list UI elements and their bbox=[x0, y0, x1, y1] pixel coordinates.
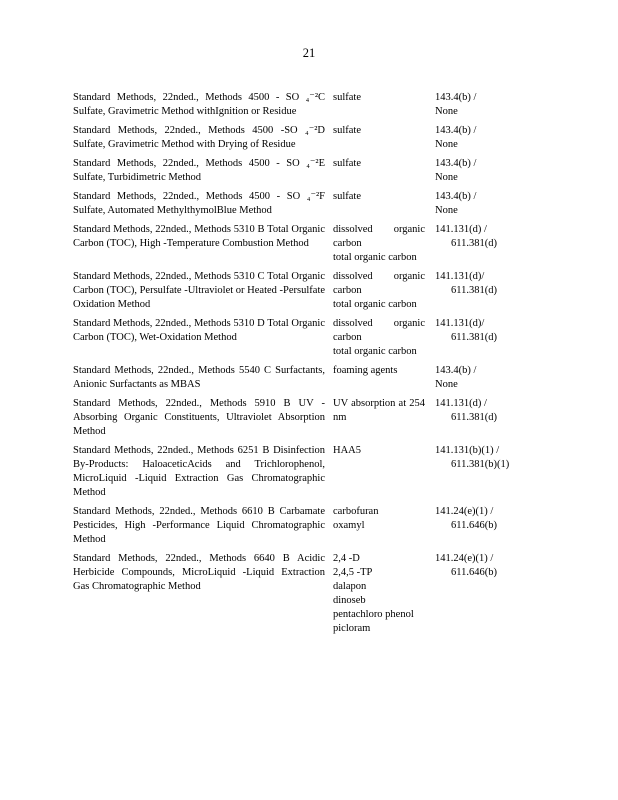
citation-cell bbox=[435, 91, 515, 124]
analyte-item: oxamyl bbox=[333, 520, 365, 531]
table-row bbox=[73, 223, 515, 270]
citation-line: 611.381(d) bbox=[451, 285, 497, 296]
analyte-cell bbox=[333, 157, 435, 190]
citation-line: None bbox=[435, 205, 458, 216]
citation-cell bbox=[435, 552, 515, 641]
method-cell: Standard Methods, 22nded., Methods 4500 - SO ₄⁻²F Sulfate, Automated MethylthymolBlue Method bbox=[73, 191, 325, 216]
method-cell: Standard Methods, 22nded., Methods 5310 B Total Organic Carbon (TOC), High -Temperature Combustion Method bbox=[73, 224, 325, 249]
analyte-cell bbox=[333, 223, 435, 270]
method-cell: Standard Methods, 22nded., Methods 4500 -SO ₄⁻²D Sulfate, Gravimetric Method with Drying of Residue bbox=[73, 125, 325, 150]
citation-line: 611.381(d) bbox=[451, 238, 497, 249]
analyte-cell bbox=[333, 444, 435, 505]
citation-line: 143.4(b) / bbox=[435, 125, 477, 136]
analyte-item: carbofuran bbox=[333, 506, 379, 517]
analyte-item: total organic carbon bbox=[333, 299, 417, 310]
methods-table bbox=[73, 91, 515, 641]
citation-line: 611.646(b) bbox=[451, 520, 497, 531]
analyte-item: dissolved organic carbon bbox=[333, 271, 425, 296]
citation-line: 611.381(d) bbox=[451, 412, 497, 423]
table-row bbox=[73, 270, 515, 317]
citation-line: 143.4(b) / bbox=[435, 365, 477, 376]
citation-line: 141.131(b)(1) / bbox=[435, 445, 500, 456]
citation-cell bbox=[435, 505, 515, 552]
citation-cell bbox=[435, 270, 515, 317]
citation-line: 143.4(b) / bbox=[435, 92, 477, 103]
citation-line: None bbox=[435, 379, 458, 390]
analyte-cell bbox=[333, 397, 435, 444]
citation-line: 141.131(d) / bbox=[435, 224, 487, 235]
citation-line: 141.24(e)(1) / bbox=[435, 506, 494, 517]
analyte-cell bbox=[333, 317, 435, 364]
analyte-item: dalapon bbox=[333, 581, 367, 592]
table-row bbox=[73, 444, 515, 505]
analyte-cell bbox=[333, 270, 435, 317]
analyte-item: 2,4 -D bbox=[333, 553, 360, 564]
citation-line: 143.4(b) / bbox=[435, 191, 477, 202]
citation-cell bbox=[435, 364, 515, 397]
method-cell: Standard Methods, 22nded., Methods 5910 B UV -Absorbing Organic Constituents, Ultraviolet Absorption Method bbox=[73, 398, 325, 437]
citation-line: 611.646(b) bbox=[451, 567, 497, 578]
table-row bbox=[73, 157, 515, 190]
analyte-cell bbox=[333, 124, 435, 157]
table-row bbox=[73, 505, 515, 552]
table-row bbox=[73, 397, 515, 444]
method-cell: Standard Methods, 22nded., Methods 5540 C Surfactants, Anionic Surfactants as MBAS bbox=[73, 365, 325, 390]
table-row bbox=[73, 91, 515, 124]
analyte-item: sulfate bbox=[333, 191, 361, 202]
method-cell: Standard Methods, 22nded., Methods 5310 C Total Organic Carbon (TOC), Persulfate -Ultraviolet or Heated -Persulfate Oxidation Method bbox=[73, 271, 326, 310]
table-row bbox=[73, 552, 515, 641]
table-row bbox=[73, 317, 515, 364]
citation-cell bbox=[435, 317, 515, 364]
analyte-item: picloram bbox=[333, 623, 371, 634]
citation-line: None bbox=[435, 172, 458, 183]
citation-cell bbox=[435, 397, 515, 444]
analyte-item: sulfate bbox=[333, 125, 361, 136]
analyte-item: 2,4,5 -TP bbox=[333, 567, 373, 578]
method-cell: Standard Methods, 22nded., Methods 6251 B Disinfection By-Products: HaloaceticAcids and Trichlorophenol, MicroLiquid -Liquid Extraction Gas Chromatographic Method bbox=[73, 445, 325, 498]
page-number: 21 bbox=[302, 46, 316, 60]
table-row bbox=[73, 364, 515, 397]
analyte-cell bbox=[333, 190, 435, 223]
method-cell: Standard Methods, 22nded., Methods 4500 - SO ₄⁻²E Sulfate, Turbidimetric Method bbox=[73, 158, 325, 183]
method-cell: Standard Methods, 22nded., Methods 5310 D Total Organic Carbon (TOC), Wet-Oxidation Method bbox=[73, 318, 325, 343]
analyte-cell bbox=[333, 91, 435, 124]
citation-line: 611.381(b)(1) bbox=[451, 459, 510, 470]
analyte-item: pentachloro phenol bbox=[333, 609, 414, 620]
table-row bbox=[73, 124, 515, 157]
method-cell: Standard Methods, 22nded., Methods 6610 B Carbamate Pesticides, High -Performance Liquid Chromatographic Method bbox=[73, 506, 325, 545]
methods-table-body bbox=[73, 91, 515, 641]
analyte-item: dinoseb bbox=[333, 595, 366, 606]
citation-cell bbox=[435, 157, 515, 190]
citation-line: 141.131(d)/ bbox=[435, 318, 485, 329]
analyte-item: total organic carbon bbox=[333, 346, 417, 357]
analyte-item: HAA5 bbox=[333, 445, 361, 456]
analyte-item: sulfate bbox=[333, 158, 361, 169]
analyte-item: total organic carbon bbox=[333, 252, 417, 263]
analyte-item: foaming agents bbox=[333, 365, 398, 376]
analyte-item: dissolved organic carbon bbox=[333, 224, 425, 249]
analyte-item: dissolved organic carbon bbox=[333, 318, 425, 343]
analyte-cell bbox=[333, 364, 435, 397]
citation-line: 141.131(d)/ bbox=[435, 271, 485, 282]
analyte-item: UV absorption at 254 nm bbox=[333, 398, 425, 423]
citation-line: 611.381(d) bbox=[451, 332, 497, 343]
citation-line: 141.131(d) / bbox=[435, 398, 487, 409]
citation-line: None bbox=[435, 139, 458, 150]
analyte-item: sulfate bbox=[333, 92, 361, 103]
table-row bbox=[73, 190, 515, 223]
method-cell: Standard Methods, 22nded., Methods 6640 B Acidic Herbicide Compounds, MicroLiquid -Liquid Extraction Gas Chromatographic Method bbox=[73, 553, 325, 592]
citation-line: None bbox=[435, 106, 458, 117]
citation-line: 143.4(b) / bbox=[435, 158, 477, 169]
citation-cell bbox=[435, 190, 515, 223]
analyte-cell bbox=[333, 552, 435, 641]
method-cell: Standard Methods, 22nded., Methods 4500 - SO ₄⁻²C Sulfate, Gravimetric Method withIgnition or Residue bbox=[73, 92, 325, 117]
citation-cell bbox=[435, 124, 515, 157]
analyte-cell bbox=[333, 505, 435, 552]
citation-line: 141.24(e)(1) / bbox=[435, 553, 494, 564]
citation-cell bbox=[435, 444, 515, 505]
citation-cell bbox=[435, 223, 515, 270]
